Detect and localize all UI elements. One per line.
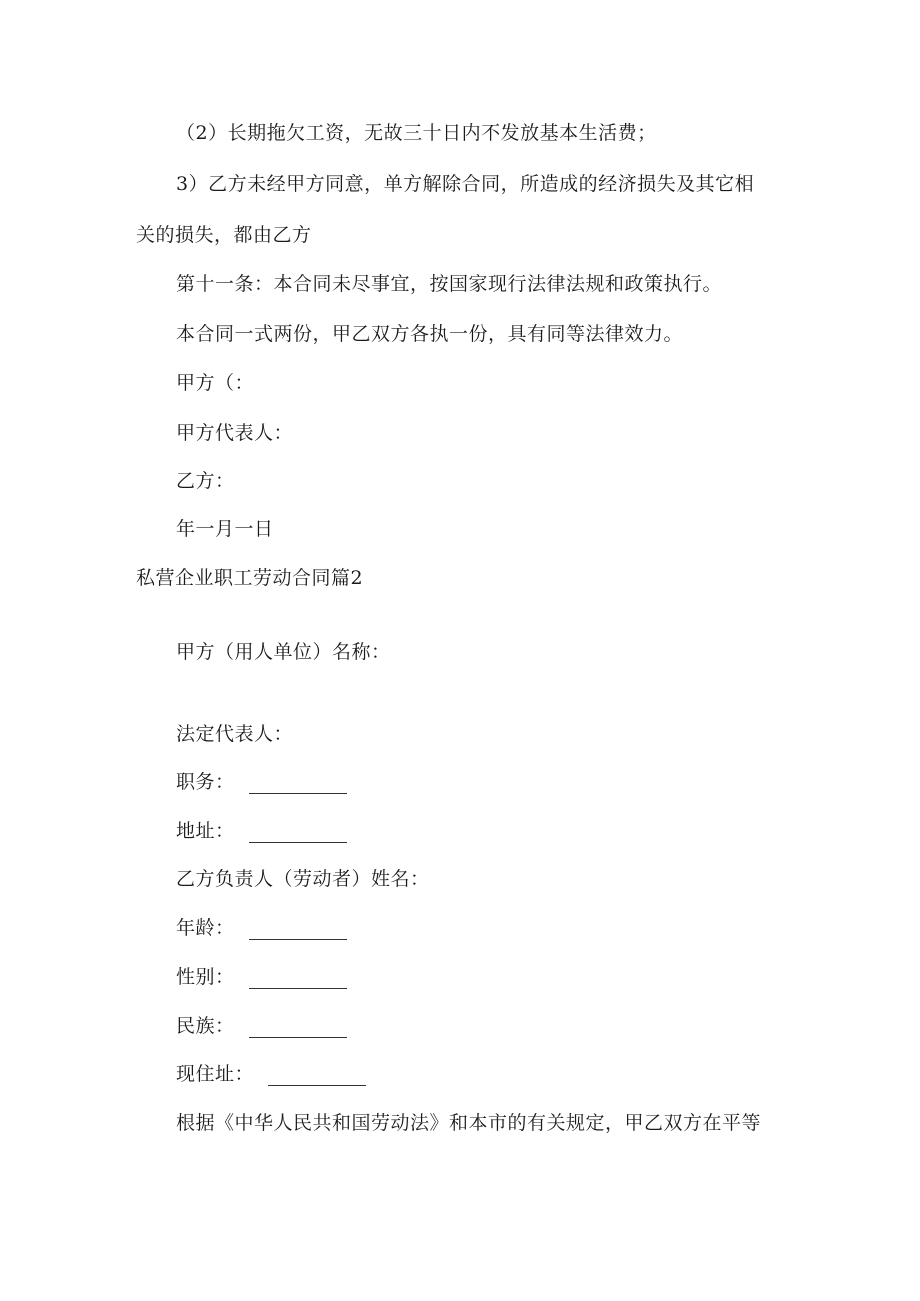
party-a-representative: 甲方代表人： (176, 422, 294, 444)
party-a-name-label: 甲方（用人单位）名称： (176, 641, 391, 663)
gender-field (176, 965, 347, 989)
clause-line-1: （2）长期拖欠工资，无故三十日内不发放基本生活费； (176, 122, 657, 144)
age-blank[interactable] (249, 919, 347, 940)
clause-line-3: 关的损失，都由乙方 (136, 224, 312, 246)
date-line: 年一月一日 (176, 518, 274, 540)
ethnicity-field (176, 1014, 347, 1038)
address-blank[interactable] (249, 822, 347, 843)
ethnicity-blank[interactable] (249, 1017, 347, 1038)
ethnicity-label: 民族： (176, 1015, 235, 1037)
gender-blank[interactable] (249, 968, 347, 989)
position-field (176, 770, 347, 794)
address-field (176, 819, 347, 843)
residence-label: 现住址： (176, 1063, 255, 1085)
legal-rep-label: 法定代表人： (176, 723, 294, 745)
party-a-signature: 甲方（： (176, 372, 255, 394)
age-field (176, 916, 347, 940)
party-b-signature: 乙方： (176, 470, 235, 492)
age-label: 年龄： (176, 917, 235, 939)
gender-label: 性别： (176, 966, 235, 988)
residence-blank[interactable] (268, 1065, 366, 1086)
section-title: 私营企业职工劳动合同篇2 (136, 567, 364, 589)
copies-statement: 本合同一式两份，甲乙双方各执一份，具有同等法律效力。 (176, 323, 684, 345)
closing-line: 根据《中华人民共和国劳动法》和本市的有关规定，甲乙双方在平等 (176, 1112, 762, 1134)
clause-line-2: 3）乙方未经甲方同意，单方解除合同，所造成的经济损失及其它相 (176, 173, 755, 195)
party-b-label: 乙方负责人（劳动者）姓名： (176, 868, 430, 890)
position-label: 职务： (176, 771, 235, 793)
article-eleven: 第十一条：本合同未尽事宜，按国家现行法律法规和政策执行。 (176, 273, 723, 295)
position-blank[interactable] (249, 773, 347, 794)
address-label: 地址： (176, 820, 235, 842)
residence-field (176, 1062, 366, 1086)
